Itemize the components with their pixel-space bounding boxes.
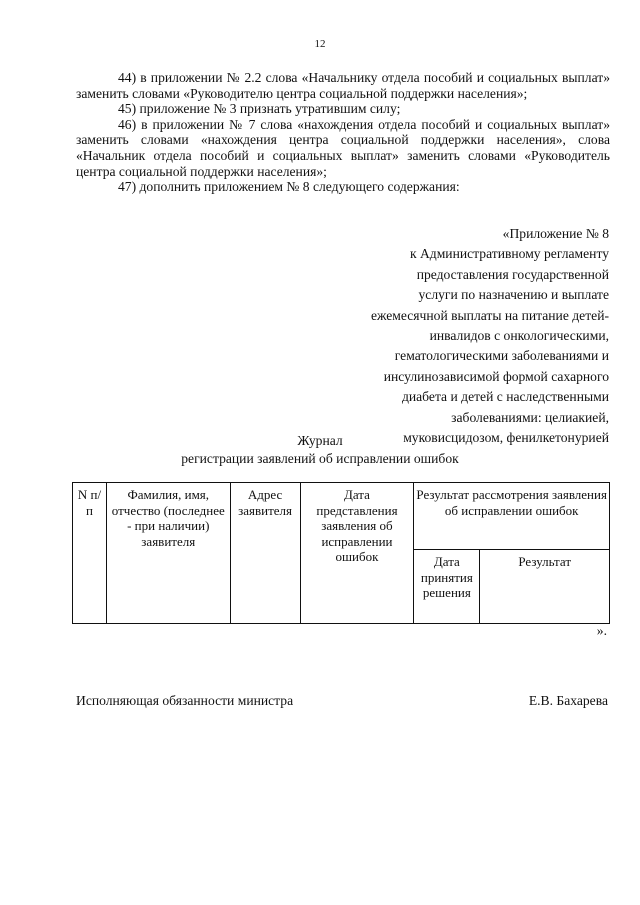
paragraph-44: 44) в приложении № 2.2 слова «Начальнику отдела пособий и социальных выплат» заменить словами «Руководителю центра социальной поддержки населения»; [76, 70, 610, 101]
paragraph-46: 46) в приложении № 7 слова «нахождения отдела пособий и социальных выплат» заменить словами «нахождения центра социальной поддержки населения», слова «Начальник отдела пособий и социальных выплат» заменить словами «Руководитель центра социальной поддержки населения»; [76, 116, 610, 179]
appendix-line: диабета и детей с наследственными [401, 389, 609, 405]
journal-subtitle: регистрации заявлений об исправлении ошибок [181, 451, 459, 466]
page-number: 12 [314, 38, 326, 50]
registration-table [72, 482, 610, 624]
header-applicant-address: Адрес заявителя [230, 483, 300, 624]
journal-title: Журнал [297, 433, 343, 448]
appendix-line: гематологическими заболеваниями и [394, 348, 609, 364]
header-review-result: Результат рассмотрения заявления об исправлении ошибок [414, 483, 610, 550]
appendix-line: заболеваниями: целиакией, [451, 409, 609, 425]
paragraph-45: 45) приложение № 3 признать утратившим силу; [118, 101, 401, 117]
appendix-line: услуги по назначению и выплате [418, 287, 609, 303]
signatory-name: Е.В. Бахарева [528, 693, 608, 708]
header-result: Результат [480, 550, 610, 624]
header-number: N п/п [73, 483, 107, 624]
header-applicant-name: Фамилия, имя, отчество (последнее - при наличии) заявителя [106, 483, 230, 624]
appendix-line: ежемесячной выплаты на питание детей- [371, 307, 609, 323]
amendments-text [76, 70, 610, 195]
appendix-header [309, 224, 609, 448]
header-submission-date: Дата представления заявления об исправлении ошибок [300, 483, 414, 624]
appendix-line: предоставления государственной [416, 266, 609, 282]
appendix-line: муковисцидозом, фенилкетонурией [403, 430, 609, 446]
appendix-line: «Приложение № 8 [502, 226, 609, 241]
appendix-line: инсулинозависимой формой сахарного [383, 368, 609, 384]
appendix-line: к Административному регламенту [409, 246, 609, 262]
paragraph-47: 47) дополнить приложением № 8 следующего содержания: [118, 179, 460, 195]
header-decision-date: Дата принятия решения [414, 550, 480, 624]
signatory-position: Исполняющая обязанности министра [76, 693, 294, 708]
journal-heading [0, 432, 640, 468]
appendix-line: инвалидов с онкологическими, [429, 328, 609, 344]
closing-quote: ». [596, 623, 607, 638]
